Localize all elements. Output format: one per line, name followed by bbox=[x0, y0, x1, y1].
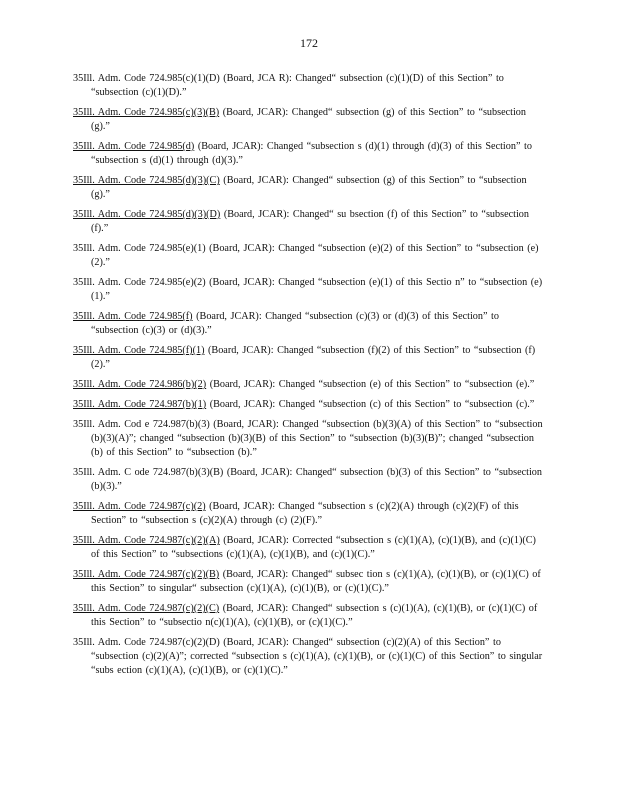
entry-citation: 35Ill. Adm. Code 724.985(c)(3)(B) bbox=[73, 107, 220, 118]
amendment-entry bbox=[73, 602, 543, 630]
amendment-entry bbox=[73, 398, 543, 412]
entry-change-text: (Board, JCAR): Changed“ subsec tion s (c)(1)(A), (c)(1)(B), or (c)(1)(C) of this Section” to singular“ subsection (c)(1)(A), (c)(1)(B), or (c)(1)(C).” bbox=[91, 569, 541, 594]
entry-citation: 35Ill. Adm. Code 724.985(e)(2) bbox=[73, 277, 206, 288]
entry-change-text: (Board, JCAR): Changed“ subsection (g) of this Section” to “subsection (g).” bbox=[91, 175, 527, 200]
entry-change-text: (Board, JCAR): Corrected “subsection s (c)(1)(A), (c)(1)(B), and (c)(1)(C) of this Section” to “subsections (c)(1)(A), (c)(1)(B), and (c)(1)(C).” bbox=[91, 535, 536, 560]
amendment-entry bbox=[73, 140, 543, 168]
entry-citation: 35Ill. Adm. Code 724.987(c)(2)(C) bbox=[73, 603, 220, 614]
entry-citation: 35Ill. Adm. Code 724.987(c)(2)(D) bbox=[73, 637, 220, 648]
entry-change-text: (Board, JCAR): Changed “subsection s (c)(2)(A) through (c)(2)(F) of this Section” to “subsection s (c)(2)(A) through (c) (2)(F).” bbox=[91, 501, 519, 526]
amendment-entry bbox=[73, 534, 543, 562]
entry-change-text: (Board, JCAR): Changed “subsection (f)(2) of this Section” to “subsection (f)(2).” bbox=[91, 345, 536, 370]
page-number: 172 bbox=[300, 36, 318, 50]
entry-citation: 35Ill. Adm. Code 724.985(d) bbox=[73, 141, 195, 152]
amendment-entry bbox=[73, 276, 543, 304]
entry-change-text: (Board, JCAR): Changed “subsection s (d)(1) through (d)(3) of this Section” to “subsection s (d)(1) through (d)(3).” bbox=[91, 141, 532, 166]
entry-change-text: (Board, JCAR): Changed “subsection (e)(1) of this Sectio n” to “subsection (e)(1).” bbox=[91, 277, 543, 302]
entry-citation: 35Ill. Adm. Code 724.985(c)(1)(D) bbox=[73, 73, 220, 84]
entry-citation: 35Ill. Adm. Cod e 724.987(b)(3) bbox=[73, 419, 210, 430]
entry-citation: 35Ill. Adm. Code 724.985(f) bbox=[73, 311, 193, 322]
amendment-entry bbox=[73, 418, 543, 460]
entry-citation: 35Ill. Adm. Code 724.985(e)(1) bbox=[73, 243, 206, 254]
entry-change-text: (Board, JCAR): Changed “subsection (e) of this Section” to “subsection (e).” bbox=[206, 379, 535, 390]
amendment-entry bbox=[73, 174, 543, 202]
entry-change-text: (Board, JCAR): Changed“ su bsection (f) of this Section” to “subsection (f).” bbox=[91, 209, 529, 234]
entry-change-text: (Board, JCA R): Changed“ subsection (c)(1)(D) of this Section” to “subsection (c)(1)(D).” bbox=[91, 73, 504, 98]
entry-change-text: (Board, JCAR): Changed “subsection (c)(3) or (d)(3) of this Section” to “subsection (c)(3) or (d)(3).” bbox=[91, 311, 499, 336]
entry-citation: 35Ill. Adm. C ode 724.987(b)(3)(B) bbox=[73, 467, 224, 478]
amendment-entry bbox=[73, 378, 543, 392]
amendment-list bbox=[73, 72, 543, 684]
amendment-entry bbox=[73, 500, 543, 528]
entry-change-text: (Board, JCAR): Changed“ subsection (b)(3) of this Section” to “subsection (b)(3).” bbox=[91, 467, 542, 492]
entry-change-text: (Board, JCAR): Changed “subsection (e)(2) of this Section” to “subsection (e)(2).” bbox=[91, 243, 539, 268]
entry-change-text: (Board, JCAR): Changed “subsection (b)(3)(A) of this Section” to “subsection (b)(3)(A)”; changed “subsection (b)(3)(B) of this Section” to “subsection (b)(3)(B)”; changed “subsection (b) of this Section” to “subsection (b).” bbox=[91, 419, 543, 458]
entry-citation: 35Ill. Adm. Code 724.987(c)(2)(B) bbox=[73, 569, 220, 580]
amendment-entry bbox=[73, 344, 543, 372]
entry-change-text: (Board, JCAR): Changed“ subsection (g) of this Section” to “subsection (g).” bbox=[91, 107, 526, 132]
entry-citation: 35Ill. Adm. Code 724.987(c)(2) bbox=[73, 501, 206, 512]
entry-citation: 35Ill. Adm. Code 724.985(d)(3)(D) bbox=[73, 209, 221, 220]
amendment-entry bbox=[73, 106, 543, 134]
amendment-entry bbox=[73, 208, 543, 236]
entry-citation: 35Ill. Adm. Code 724.985(f)(1) bbox=[73, 345, 205, 356]
entry-change-text: (Board, JCAR): Changed“ subsection s (c)(1)(A), (c)(1)(B), or (c)(1)(C) of this Section” to “subsectio n(c)(1)(A), (c)(1)(B), or (c)(1)(C).” bbox=[91, 603, 538, 628]
entry-citation: 35Ill. Adm. Code 724.987(c)(2)(A) bbox=[73, 535, 220, 546]
entry-citation: 35Ill. Adm. Code 724.987(b)(1) bbox=[73, 399, 207, 410]
amendment-entry bbox=[73, 568, 543, 596]
entry-citation: 35Ill. Adm. Code 724.986(b)(2) bbox=[73, 379, 207, 390]
entry-citation: 35Ill. Adm. Code 724.985(d)(3)(C) bbox=[73, 175, 220, 186]
entry-change-text: (Board, JCAR): Changed “subsection (c) of this Section” to “subsection (c).” bbox=[206, 399, 535, 410]
amendment-entry bbox=[73, 466, 543, 494]
amendment-entry bbox=[73, 242, 543, 270]
amendment-entry bbox=[73, 72, 543, 100]
entry-change-text: (Board, JCAR): Changed“ subsection (c)(2)(A) of this Section” to “subsection (c)(2)(A)”; corrected “subsection s (c)(1)(A), (c)(1)(B), or (c)(1)(C) of this Section” to singular “subs ection (c)(1)(A), (c)(1)(B), or (c)(1)(C).” bbox=[91, 637, 543, 676]
amendment-entry bbox=[73, 636, 543, 678]
amendment-entry bbox=[73, 310, 543, 338]
